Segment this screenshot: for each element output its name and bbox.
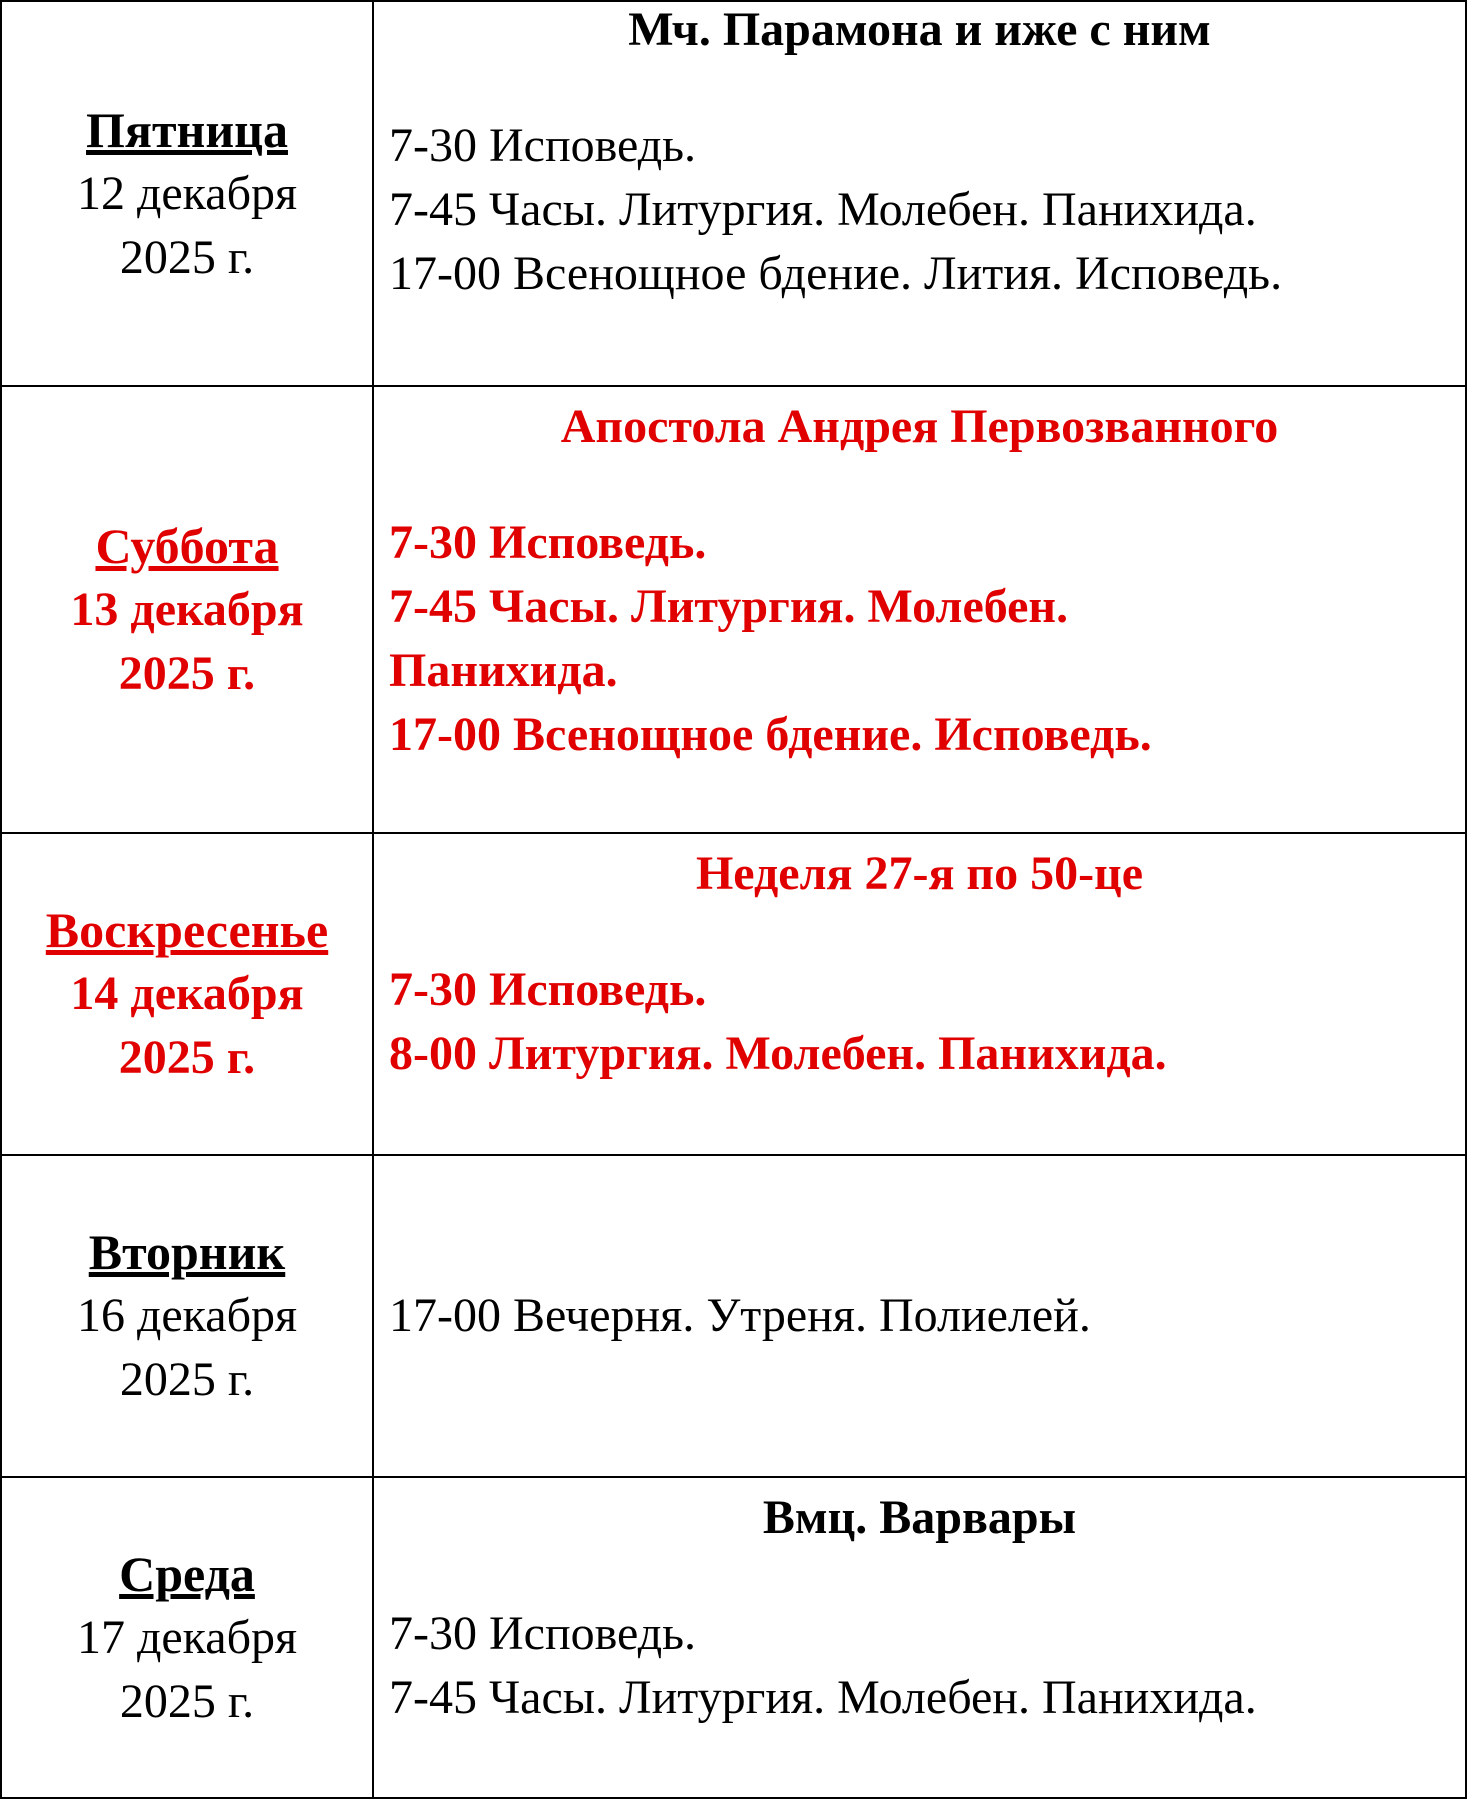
service-cell <box>373 1155 1466 1477</box>
service-line: 7-45 Часы. Литургия. Молебен. <box>389 580 1069 633</box>
day-date: 13 декабря <box>70 582 304 636</box>
service-line: 7-30 Исповедь. <box>389 119 697 172</box>
schedule-row-sunday <box>1 833 1466 1155</box>
service-line: 7-30 Исповедь. <box>389 1607 697 1660</box>
day-date: 12 декабря <box>76 166 298 220</box>
service-lines <box>374 1284 1465 1348</box>
service-line: 17-00 Всенощное бдение. Лития. Исповедь. <box>389 247 1283 300</box>
day-name: Вторник <box>88 1224 286 1280</box>
day-year: 2025 г. <box>118 1031 256 1084</box>
day-date: 16 декабря <box>76 1289 298 1342</box>
feast-title: Вмц. Варвары <box>762 1491 1077 1544</box>
day-cell <box>1 833 373 1155</box>
day-date: 17 декабря <box>76 1610 298 1664</box>
feast-title: Апостола Андрея Первозванного <box>560 400 1279 453</box>
day-year: 2025 г. <box>119 1353 255 1406</box>
service-cell <box>373 1477 1466 1798</box>
service-line: 17-00 Вечерня. Утреня. Полиелей. <box>389 1289 1091 1342</box>
schedule-row-wednesday <box>1 1477 1466 1798</box>
service-cell <box>373 1 1466 386</box>
day-cell <box>1 386 373 833</box>
service-line: 7-30 Исповедь. <box>389 963 707 1016</box>
day-name: Пятница <box>86 101 288 158</box>
service-line: Панихида. <box>389 644 618 697</box>
day-year: 2025 г. <box>118 646 256 700</box>
feast-title: Мч. Парамона и иже с ним <box>628 3 1211 56</box>
schedule-row-saturday <box>1 386 1466 833</box>
service-line: 8-00 Литургия. Молебен. Панихида. <box>389 1027 1167 1080</box>
schedule-row-tuesday <box>1 1155 1466 1477</box>
service-lines <box>374 114 1465 306</box>
service-line: 17-00 Всенощное бдение. Исповедь. <box>389 708 1152 761</box>
day-year: 2025 г. <box>119 230 255 284</box>
service-lines <box>374 1602 1465 1730</box>
service-cell <box>373 833 1466 1155</box>
day-cell <box>1 1477 373 1798</box>
day-year: 2025 г. <box>119 1674 255 1728</box>
day-name: Суббота <box>95 517 279 574</box>
schedule-row-friday <box>1 1 1466 386</box>
service-line: 7-30 Исповедь. <box>389 516 707 569</box>
service-line: 7-45 Часы. Литургия. Молебен. Панихида. <box>389 183 1257 236</box>
day-cell <box>1 1 373 386</box>
day-cell <box>1 1155 373 1477</box>
feast-title: Неделя 27-я по 50-це <box>695 847 1144 900</box>
service-lines <box>374 511 1465 767</box>
service-cell <box>373 386 1466 833</box>
day-name: Среда <box>119 1545 255 1602</box>
service-lines <box>374 958 1465 1086</box>
service-line: 7-45 Часы. Литургия. Молебен. Панихида. <box>389 1671 1257 1724</box>
day-name: Воскресенье <box>45 902 329 958</box>
day-date: 14 декабря <box>70 967 304 1020</box>
